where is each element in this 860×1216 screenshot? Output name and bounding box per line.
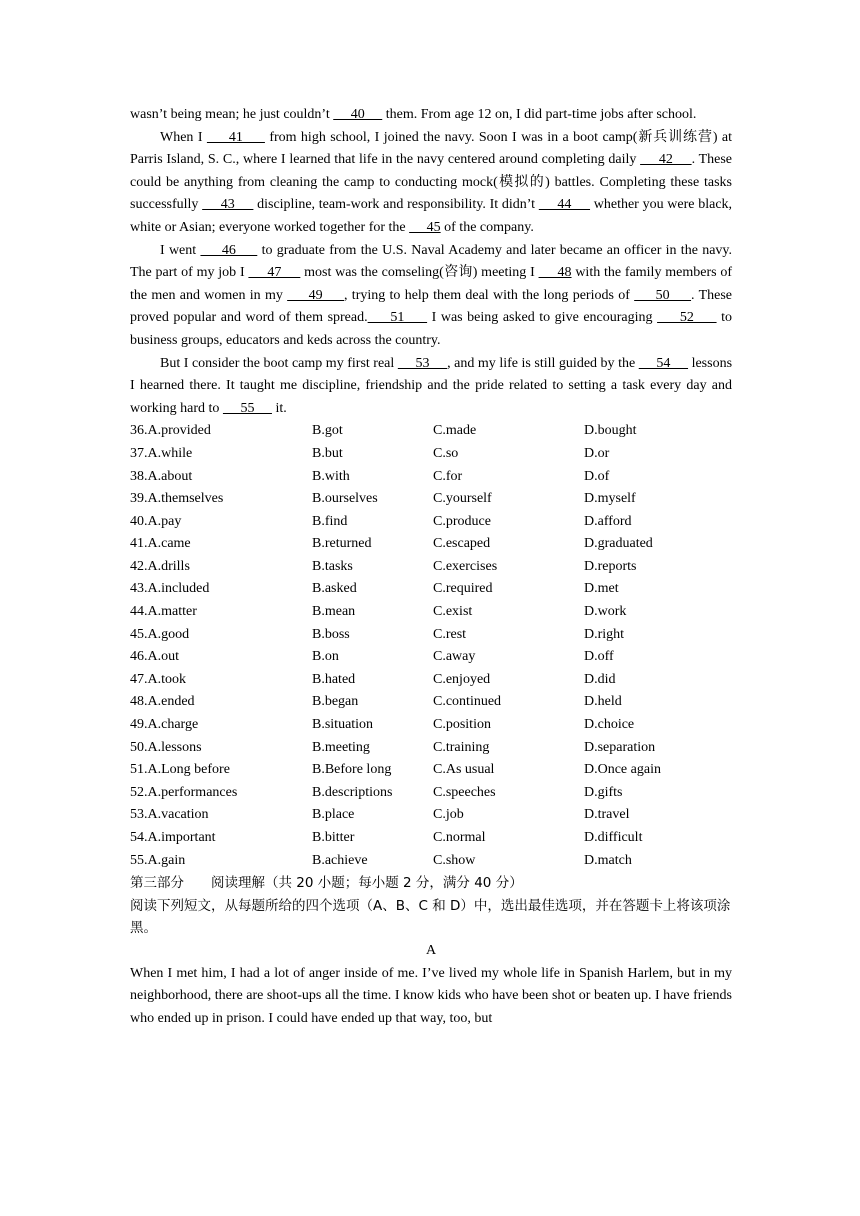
- option-c: C.produce: [433, 513, 491, 529]
- question-row: [130, 488, 732, 511]
- passage-text: from high school, I joined the navy. Soon I was in a boot camp(新兵训练营) at Parris Island, S. C., where I learned that life in the navy centered around completing daily: [130, 129, 733, 168]
- passage-text: I was being asked to give encouraging: [427, 310, 658, 326]
- passage-text: whether you were black, white or Asian; everyone worked together for the: [130, 197, 733, 235]
- question-row: [130, 850, 732, 873]
- option-d: D.Once again: [584, 762, 661, 778]
- blank-42: 42: [640, 152, 692, 168]
- option-a: 42.A.drills: [130, 558, 190, 574]
- option-d: D.held: [584, 694, 622, 710]
- option-a: 51.A.Long before: [130, 762, 230, 778]
- question-row: [130, 804, 732, 827]
- blank-55: 55: [222, 400, 272, 416]
- option-a: 47.A.took: [130, 671, 186, 687]
- document-page: [130, 104, 732, 1030]
- option-b: B.mean: [312, 604, 356, 620]
- option-b: B.Before long: [312, 762, 392, 778]
- option-c: C.position: [433, 717, 491, 733]
- option-c: C.rest: [433, 626, 467, 642]
- option-b: B.hated: [312, 671, 356, 687]
- passage-text: , and my life is still guided by the: [447, 355, 639, 371]
- question-row: [130, 601, 732, 624]
- option-c: C.continued: [433, 694, 502, 710]
- option-c: C.exercises: [433, 558, 498, 574]
- question-row: [130, 420, 732, 443]
- option-a: 36.A.provided: [130, 423, 211, 439]
- passage-text: of the company.: [440, 219, 534, 235]
- passage-text: wasn’t being mean; he just couldn’t: [130, 107, 334, 122]
- option-d: D.or: [584, 445, 610, 461]
- option-b: B.meeting: [312, 739, 370, 755]
- blank-41: 41: [206, 129, 265, 145]
- option-b: B.on: [312, 649, 339, 665]
- blank-52: 52: [657, 310, 717, 326]
- question-row: [130, 511, 732, 534]
- passage-a-text: When I met him, I had a lot of anger inside of me. I’ve lived my whole life in Spanish Harlem, but in my neighborhood, there are shoot-ups all the time. I know kids who have been shot or beaten up. I have friends who ended up in prison. I could have ended up that way, too, but: [130, 965, 732, 1026]
- option-a: 45.A.good: [130, 626, 190, 642]
- option-c: C.so: [433, 445, 459, 461]
- passage-paragraph-1: [130, 127, 732, 240]
- question-row: [130, 624, 732, 647]
- blank-53: 53: [397, 355, 448, 371]
- option-b: B.tasks: [312, 558, 353, 574]
- question-row: [130, 466, 732, 489]
- option-d: D.met: [584, 581, 619, 597]
- passage-text: When I: [160, 129, 207, 145]
- option-d: D.separation: [584, 739, 656, 755]
- passage-text: lessons I hearned there. It taught me discipline, friendship and the pride related to setting a task every day and working hard to: [130, 355, 733, 416]
- option-a: 39.A.themselves: [130, 491, 224, 507]
- blank-51: 51: [367, 310, 428, 326]
- option-b: B.ourselves: [312, 491, 378, 507]
- option-d: D.gifts: [584, 784, 623, 800]
- passage-text: to graduate from the U.S. Naval Academy and later became an officer in the navy. The part of my job I: [130, 242, 733, 281]
- option-a: 49.A.charge: [130, 717, 199, 733]
- option-c: C.escaped: [433, 536, 491, 552]
- option-d: D.bought: [584, 423, 637, 439]
- option-a: 41.A.came: [130, 536, 191, 552]
- option-c: C.normal: [433, 830, 486, 845]
- passage-text: , trying to help them deal with the long periods of: [344, 287, 635, 303]
- passage-text: But I consider the boot camp my first real: [160, 355, 398, 371]
- option-c: C.yourself: [433, 491, 492, 507]
- option-a: 40.A.pay: [130, 513, 182, 529]
- option-c: C.speeches: [433, 784, 496, 800]
- section-heading: 第三部分 阅读理解（共 20 小题；每小题 2 分，满分 40 分）: [130, 875, 523, 892]
- option-d: D.myself: [584, 491, 636, 507]
- option-d: D.match: [584, 852, 632, 868]
- passage-text: them. From age 12 on, I did part-time jobs after school.: [382, 107, 697, 122]
- option-a: 55.A.gain: [130, 852, 186, 868]
- option-c: C.required: [433, 581, 493, 597]
- question-row: [130, 691, 732, 714]
- option-d: D.right: [584, 626, 625, 642]
- passage-text: discipline, team-work and responsibility. It didn’t: [253, 197, 539, 213]
- option-b: B.find: [312, 513, 348, 529]
- option-a: 44.A.matter: [130, 604, 197, 620]
- option-b: B.returned: [312, 536, 372, 552]
- blank-45: 45: [409, 219, 441, 235]
- option-d: D.choice: [584, 717, 635, 733]
- option-b: B.achieve: [312, 852, 368, 868]
- passage-text: . These proved popular and word of them spread.: [130, 287, 733, 326]
- option-c: C.show: [433, 852, 476, 868]
- passage-text: I went: [160, 242, 201, 258]
- option-c: C.As usual: [433, 762, 495, 778]
- passage-paragraph-0: [130, 104, 732, 127]
- passage-text: it.: [271, 400, 287, 416]
- question-row: [130, 578, 732, 601]
- option-d: D.work: [584, 604, 627, 620]
- passage-text: with the family members of the men and women in my: [130, 265, 733, 303]
- blank-49: 49: [287, 287, 345, 303]
- question-row: [130, 782, 732, 805]
- option-b: B.with: [312, 468, 350, 484]
- option-b: B.began: [312, 694, 359, 710]
- option-d: D.of: [584, 468, 610, 484]
- option-d: D.travel: [584, 807, 630, 823]
- question-row: [130, 443, 732, 466]
- option-d: D.did: [584, 671, 616, 687]
- question-row: [130, 556, 732, 579]
- question-row: [130, 759, 732, 782]
- option-b: B.got: [312, 423, 343, 439]
- blank-46: 46: [200, 242, 258, 258]
- blank-40: 40: [333, 107, 383, 122]
- option-a: 37.A.while: [130, 445, 193, 461]
- option-d: D.reports: [584, 558, 637, 574]
- option-b: B.place: [312, 807, 355, 823]
- question-row: [130, 737, 732, 760]
- blank-54: 54: [638, 355, 689, 371]
- option-a: 38.A.about: [130, 468, 193, 484]
- option-d: D.graduated: [584, 536, 653, 552]
- question-row: [130, 714, 732, 737]
- option-a: 54.A.important: [130, 830, 216, 845]
- option-b: B.asked: [312, 581, 357, 597]
- passage-paragraph-2: [130, 240, 732, 353]
- option-a: 50.A.lessons: [130, 739, 202, 755]
- option-a: 43.A.included: [130, 581, 210, 597]
- option-c: C.away: [433, 649, 476, 665]
- option-b: B.bitter: [312, 830, 355, 845]
- question-row: [130, 827, 732, 850]
- option-d: D.difficult: [584, 830, 643, 845]
- blank-48: 48: [538, 265, 572, 281]
- option-a: 53.A.vacation: [130, 807, 209, 823]
- passage-text: most was the comseling(咨询) meeting I: [300, 265, 539, 281]
- section-instruction: 阅读下列短文，从每题所给的四个选项（A、B、C 和 D）中，选出最佳选项，并在答题卡上将该项涂黑。: [130, 897, 731, 937]
- option-a: 48.A.ended: [130, 694, 195, 710]
- option-a: 52.A.performances: [130, 784, 238, 800]
- option-c: C.enjoyed: [433, 671, 491, 687]
- passage-label: A: [425, 942, 437, 958]
- option-b: B.boss: [312, 626, 350, 642]
- option-b: B.descriptions: [312, 784, 393, 800]
- question-row: [130, 533, 732, 556]
- option-b: B.but: [312, 445, 343, 461]
- option-b: B.situation: [312, 717, 374, 733]
- blank-43: 43: [202, 197, 254, 213]
- option-c: C.for: [433, 468, 463, 484]
- option-c: C.training: [433, 739, 490, 755]
- question-row: [130, 646, 732, 669]
- blank-44: 44: [538, 197, 591, 213]
- option-a: 46.A.out: [130, 649, 179, 665]
- blank-47: 47: [248, 265, 301, 281]
- option-c: C.exist: [433, 604, 473, 620]
- option-d: D.off: [584, 649, 614, 665]
- option-d: D.afford: [584, 513, 632, 529]
- passage-text: . These could be anything from cleaning the camp to conducting mock(模拟的) battles. Completing these tasks successfully: [130, 152, 732, 213]
- blank-50: 50: [634, 287, 692, 303]
- option-c: C.made: [433, 423, 477, 439]
- question-row: [130, 669, 732, 692]
- passage-paragraph-3: [130, 353, 732, 421]
- answer-options-list: [130, 420, 732, 872]
- option-c: C.job: [433, 807, 464, 823]
- passage-text: to business groups, educators and keds across the country.: [130, 310, 733, 348]
